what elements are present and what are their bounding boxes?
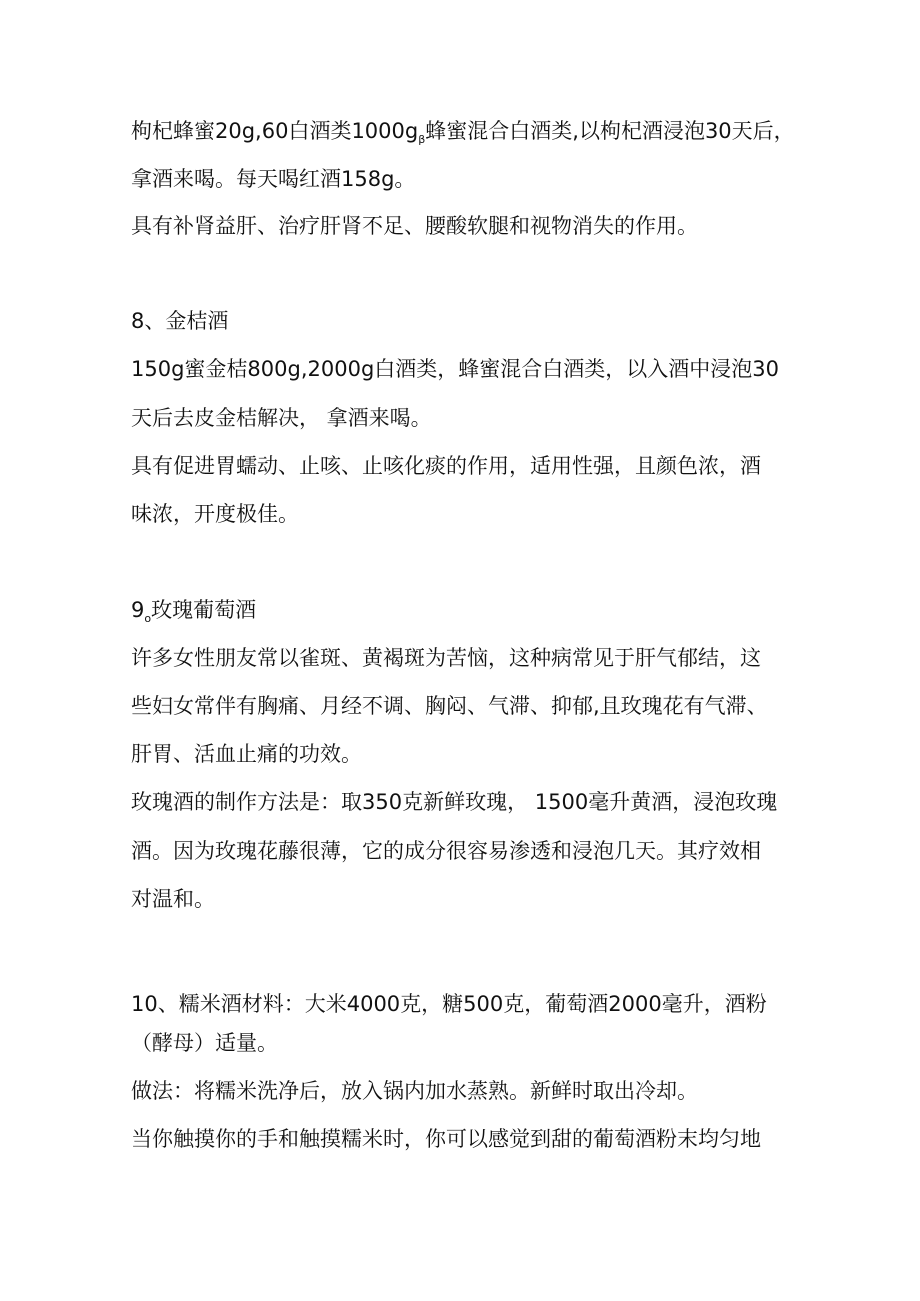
section-9-line-6: 对温和。	[131, 887, 215, 911]
section-8-line-2: 天后去皮金桔解决， 拿酒来喝。	[131, 406, 432, 430]
intro-line-1-a: 枸杞蜂蜜20g,60白酒类1000g	[131, 119, 419, 143]
section-9-line-3: 肝胃、活血止痛的功效。	[131, 742, 362, 766]
intro-line-1-b: 蜂蜜混合白酒类,以枸杞酒浸泡30天后，	[425, 119, 795, 143]
section-9-line-4: 玫瑰酒的制作方法是：取350克新鲜玫瑰， 1500毫升黄酒，浸泡玫瑰	[131, 790, 778, 814]
section-8-line-3: 具有促进胃蠕动、止咳、止咳化痰的作用，适用性强，且颜色浓，酒	[131, 454, 761, 478]
intro-effect: 具有补肾益肝、治疗肝肾不足、腰酸软腿和视物消失的作用。	[131, 214, 698, 238]
section-9-line-5: 酒。因为玫瑰花藤很薄，它的成分很容易渗透和浸泡几天。其疗效相	[131, 839, 761, 863]
section-8-heading: 8、金桔酒	[131, 309, 229, 333]
intro-line-2: 拿酒来喝。每天喝红酒158g。	[131, 167, 416, 191]
section-8-line-1: 150g蜜金桔800g,2000g白酒类，蜂蜜混合白酒类，以入酒中浸泡30	[131, 357, 779, 381]
section-10-method: 做法：将糯米洗净后，放入锅内加水蒸熟。新鲜时取出冷却。	[131, 1079, 698, 1103]
section-8-line-4: 味浓，开度极佳。	[131, 502, 299, 526]
intro-line-1	[131, 116, 795, 150]
section-9-heading	[131, 595, 256, 629]
section-10-line-4: 当你触摸你的手和触摸糯米时，你可以感觉到甜的葡萄酒粉末均匀地	[131, 1127, 761, 1151]
section-9-subscript: o	[144, 612, 152, 625]
section-9-line-2: 些妇女常伴有胸痛、月经不调、胸闷、气滞、抑郁,且玫瑰花有气滞、	[131, 694, 768, 718]
section-10-line-1: 10、糯米酒材料：大米4000克，糖500克，葡萄酒2000毫升，酒粉	[131, 992, 767, 1016]
section-10-line-2: （酵母）适量。	[131, 1031, 278, 1055]
section-9-number: 9	[131, 598, 145, 622]
intro-subscript: β	[418, 133, 426, 146]
section-9-title: 玫瑰葡萄酒	[151, 598, 257, 622]
section-9-line-1: 许多女性朋友常以雀斑、黄褐斑为苦恼，这种病常见于肝气郁结，这	[131, 646, 761, 670]
